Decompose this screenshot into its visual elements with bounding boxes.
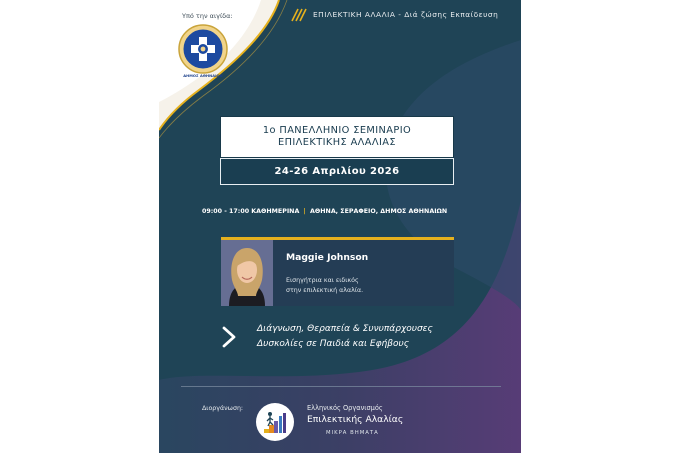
speaker-description (286, 276, 426, 296)
title-box (220, 116, 454, 158)
speaker-desc-line-1: Εισηγήτρια και ειδικός (286, 277, 359, 284)
topic-line-1: Διάγνωση, Θεραπεία & Συνυπάρχουσες (257, 324, 433, 334)
event-location: ΑΘΗΝΑ, ΣΕΡΑΦΕΙΟ, ΔΗΜΟΣ ΑΘΗΝΑΙΩΝ (310, 208, 448, 215)
title-line-1: 1ο ΠΑΝΕΛΛΗΝΙΟ ΣΕΜΙΝΑΡΙΟ (262, 125, 412, 136)
seal-caption: ΔΗΜΟΣ ΑΘΗΝΑΙΩΝ (183, 74, 223, 78)
info-separator: | (303, 208, 306, 215)
diagonal-stripes-icon (290, 8, 308, 22)
organizer-label: Διοργάνωση: (202, 405, 244, 412)
event-info-line (202, 208, 447, 215)
aegis-label: Υπό την αιγίδα: (182, 12, 233, 20)
steps-logo-icon (256, 403, 294, 441)
speaker-photo (221, 240, 273, 306)
topic-line-2: Δυσκολίες σε Παιδιά και Εφήβους (257, 338, 409, 349)
speaker-name: Maggie Johnson (286, 252, 369, 263)
date-box (220, 158, 454, 185)
seminar-poster (159, 0, 521, 453)
municipality-seal-icon (177, 23, 229, 75)
organizer-tagline: ΜΙΚΡΑ ΒΗΜΑΤΑ (326, 430, 379, 436)
organizer-name-small: Ελληνικός Οργανισμός (307, 404, 383, 412)
chevron-right-icon (219, 326, 239, 348)
header-tagline: ΕΠΙΛΕΚΤΙΚΗ ΑΛΑΛΙΑ - Διά ζώσης Εκπαίδευση (313, 10, 499, 19)
footer-divider (181, 386, 501, 387)
seminar-topic (257, 322, 497, 351)
organizer-name-big: Επιλεκτικής Αλαλίας (307, 414, 404, 425)
event-dates: 24-26 Απριλίου 2026 (274, 166, 400, 177)
title-line-2: ΕΠΙΛΕΚΤΙΚΗΣ ΑΛΑΛΙΑΣ (278, 137, 396, 148)
speaker-desc-line-2: στην επιλεκτική αλαλία. (286, 287, 364, 294)
event-hours: 09:00 - 17:00 ΚΑΘΗΜΕΡΙΝΑ (202, 208, 300, 215)
